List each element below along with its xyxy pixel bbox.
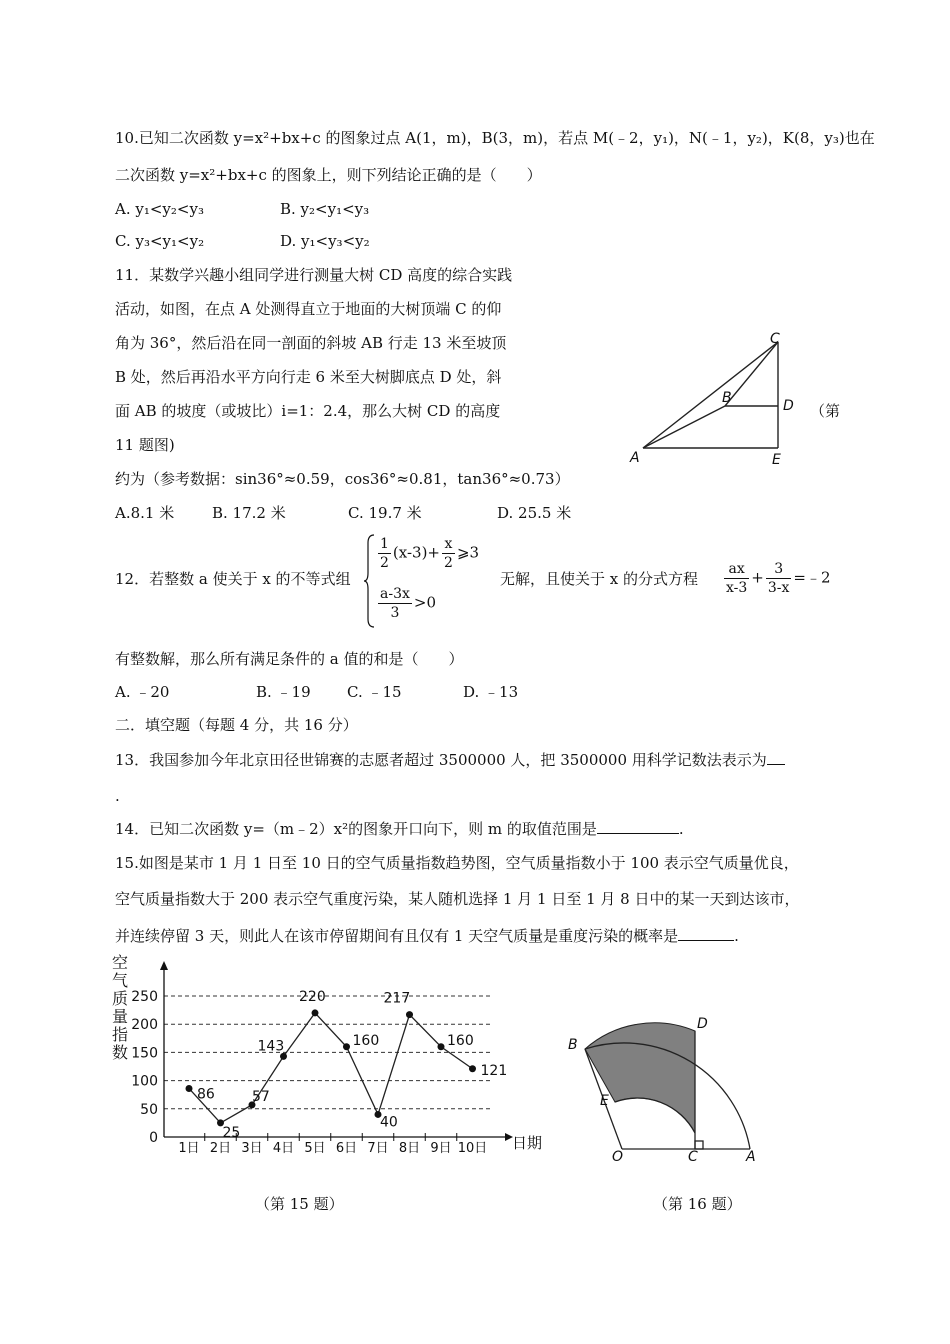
right-angle-mark: [695, 1141, 703, 1149]
label-c: C: [770, 331, 780, 347]
q12-fraction-equation: [722, 560, 831, 597]
q14-body: 14．已知二次函数 y=（m﹣2）x²的图象开口向下，则 m 的取值范围是: [115, 820, 597, 838]
y-axis-label-char: 空: [112, 953, 129, 972]
q13-end: .: [115, 787, 120, 805]
sight-line-ac: [643, 342, 778, 448]
caption-fig15: （第 15 题）: [255, 1195, 344, 1213]
q14-answer-blank[interactable]: [597, 819, 679, 834]
q11-option-c: C. 19.7 米: [348, 504, 422, 522]
frac-x-den: 2: [444, 555, 453, 571]
label-e: E: [772, 452, 781, 468]
data-label-10日: 121: [480, 1062, 508, 1079]
label-c: C: [688, 1149, 698, 1165]
data-label-8日: 217: [383, 990, 411, 1007]
ineq1-rel: ⩾3: [456, 543, 480, 562]
q11-line2: 活动，如图，在点 A 处测得直立于地面的大树顶端 C 的仰: [115, 300, 502, 318]
data-point-10日: [469, 1065, 476, 1072]
y-axis-label-char: 量: [112, 1007, 129, 1026]
q12-inequality-system: [364, 531, 494, 631]
q13-text: [115, 749, 785, 770]
ineq2-rel: >0: [413, 593, 437, 612]
q12-inequality-2: [376, 585, 436, 622]
data-label-1日: 86: [197, 1086, 215, 1103]
q11-option-d: D. 25.5 米: [497, 504, 572, 522]
frac-half-num: 1: [380, 536, 389, 552]
x-tick-label-7日: 7日: [367, 1141, 389, 1156]
q12-option-b: B. ﹣19: [256, 683, 311, 701]
data-label-6日: 160: [352, 1032, 380, 1049]
q15-line1: 15.如图是某市 1 月 1 日至 10 日的空气质量指数趋势图，空气质量指数小于 100 表示空气质量优良，: [115, 854, 799, 872]
eq-rhs: =﹣2: [793, 568, 831, 587]
y-axis-label-char: 指: [112, 1025, 129, 1044]
x-tick-label-9日: 9日: [430, 1141, 452, 1156]
q10-option-d: D. y₁<y₃<y₂: [280, 232, 370, 250]
data-label-7日: 40: [380, 1114, 398, 1131]
data-point-1日: [186, 1085, 193, 1092]
frac-a3x-den: 3: [390, 605, 400, 621]
eq-num1: ax: [724, 560, 749, 579]
q10-option-c: C. y₃<y₁<y₂: [115, 232, 205, 250]
q11-figure: [625, 330, 835, 470]
q15-line3-body: 并连续停留 3 天，则此人在该市停留期间有且仅有 1 天空气质量是重度污染的概率是: [115, 927, 679, 945]
q11-line6: 约为（参考数据：sin36°≈0.59，cos36°≈0.81，tan36°≈0.73）: [115, 470, 570, 488]
x-tick-label-2日: 2日: [209, 1141, 232, 1156]
aqi-line-chart: [100, 950, 550, 1165]
data-label-2日: 25: [222, 1124, 241, 1141]
eq-den1: x-3: [726, 580, 748, 596]
q12-option-c: C. ﹣15: [347, 683, 402, 701]
x-tick-label-6日: 6日: [335, 1141, 358, 1156]
data-label-3日: 57: [252, 1088, 270, 1105]
y-tick-label-0: 0: [149, 1130, 158, 1146]
y-tick-label-100: 100: [131, 1073, 158, 1090]
eq-den2: 3-x: [767, 580, 790, 596]
q13-body: 13．我国参加今年北京田径世锦赛的志愿者超过 3500000 人，把 3500000 用科学记数法表示为: [115, 751, 767, 769]
q15-answer-blank[interactable]: [678, 926, 734, 941]
q15-line3-end: .: [734, 927, 739, 945]
ineq1-mid: (x-3)+: [392, 543, 441, 562]
q12-middle: 无解，且使关于 x 的分式方程: [500, 570, 698, 588]
y-axis-label-char: 数: [112, 1043, 129, 1062]
label-a: A: [746, 1149, 756, 1165]
q11-caption-part1: （第: [810, 402, 841, 420]
q10-option-a: A. y₁<y₂<y₃: [115, 200, 204, 218]
q12-option-d: D. ﹣13: [463, 683, 519, 701]
line-bc: [725, 342, 778, 406]
q15-line2: 空气质量指数大于 200 表示空气重度污染，某人随机选择 1 月 1 日至 1 月 8 日中的某一天到达该市，: [115, 890, 800, 908]
section-2-heading: 二．填空题（每题 4 分，共 16 分）: [115, 716, 358, 734]
q11-line4: B 处，然后再沿水平方向行走 6 米至大树脚底点 D 处，斜: [115, 368, 502, 386]
q14-text: [115, 818, 684, 839]
q13-answer-blank[interactable]: [767, 750, 785, 765]
x-axis-label: 日期: [512, 1134, 543, 1152]
frac-x-num: x: [442, 535, 455, 554]
y-tick-label-50: 50: [140, 1101, 158, 1118]
q14-end: .: [678, 820, 684, 838]
q10-line2: 二次函数 y=x²+bx+c 的图象上，则下列结论正确的是（ ）: [115, 166, 542, 184]
data-label-4日: 143: [257, 1038, 285, 1055]
label-e: E: [600, 1093, 609, 1109]
x-tick-label-8日: 8日: [398, 1141, 421, 1156]
q11-line1: 11．某数学兴趣小组同学进行测量大树 CD 高度的综合实践: [115, 266, 513, 284]
q10-option-b: B. y₂<y₁<y₃: [280, 200, 370, 218]
data-point-9日: [438, 1043, 445, 1050]
label-d: D: [783, 398, 794, 414]
q12-prefix: 12．若整数 a 使关于 x 的不等式组: [115, 570, 351, 588]
label-a: A: [630, 450, 640, 466]
q16-figure: [560, 1015, 775, 1165]
x-tick-label-10日: 10日: [457, 1141, 488, 1156]
x-tick-label-5日: 5日: [304, 1141, 326, 1156]
y-tick-label-150: 150: [131, 1045, 158, 1062]
y-axis-label-char: 气: [112, 971, 129, 990]
data-point-8日: [406, 1011, 413, 1018]
data-point-6日: [343, 1043, 350, 1050]
x-tick-label-1日: 1日: [178, 1141, 200, 1156]
aqi-series-line: [189, 1013, 473, 1123]
x-tick-label-3日: 3日: [241, 1141, 263, 1156]
data-label-5日: 220: [299, 988, 326, 1005]
eq-plus: +: [751, 568, 764, 587]
brace-icon: [364, 531, 376, 631]
y-tick-label-250: 250: [131, 989, 158, 1005]
q12-option-a: A. ﹣20: [115, 683, 170, 701]
data-label-9日: 160: [447, 1032, 474, 1049]
q11-option-a: A.8.1 米: [115, 504, 175, 522]
q11-line5: 面 AB 的坡度（或坡比）i=1：2.4，那么大树 CD 的高度: [115, 402, 501, 420]
label-b: B: [568, 1037, 578, 1053]
label-d: D: [697, 1016, 708, 1032]
q12-inequality-1: [376, 535, 479, 572]
frac-half-den: 2: [380, 555, 389, 571]
label-o: O: [612, 1149, 624, 1165]
eq-num2: 3: [766, 560, 792, 579]
shaded-region: [585, 1023, 695, 1133]
y-axis-label-char: 质: [112, 989, 129, 1008]
q11-line3: 角为 36°，然后沿在同一剖面的斜坡 AB 行走 13 米至坡顶: [115, 334, 507, 352]
q11-option-b: B. 17.2 米: [212, 504, 286, 522]
q10-line1: 10.已知二次函数 y=x²+bx+c 的图象过点 A(1，m)，B(3，m)，若点 M(﹣2，y₁)，N(﹣1，y₂)，K(8，y₃)也在: [115, 129, 875, 147]
y-axis-arrow-icon: [160, 961, 168, 970]
caption-fig16: （第 16 题）: [653, 1195, 742, 1213]
label-b: B: [722, 390, 732, 406]
y-tick-label-200: 200: [131, 1017, 158, 1034]
frac-a3x-num: a-3x: [380, 586, 410, 602]
q15-line3: [115, 925, 739, 946]
x-tick-label-4日: 4日: [272, 1141, 295, 1156]
slope-ab: [643, 406, 725, 448]
data-point-5日: [312, 1009, 319, 1016]
q12-line2: 有整数解，那么所有满足条件的 a 值的和是（ ）: [115, 650, 464, 668]
q11-caption-part2: 11 题图): [115, 436, 175, 454]
